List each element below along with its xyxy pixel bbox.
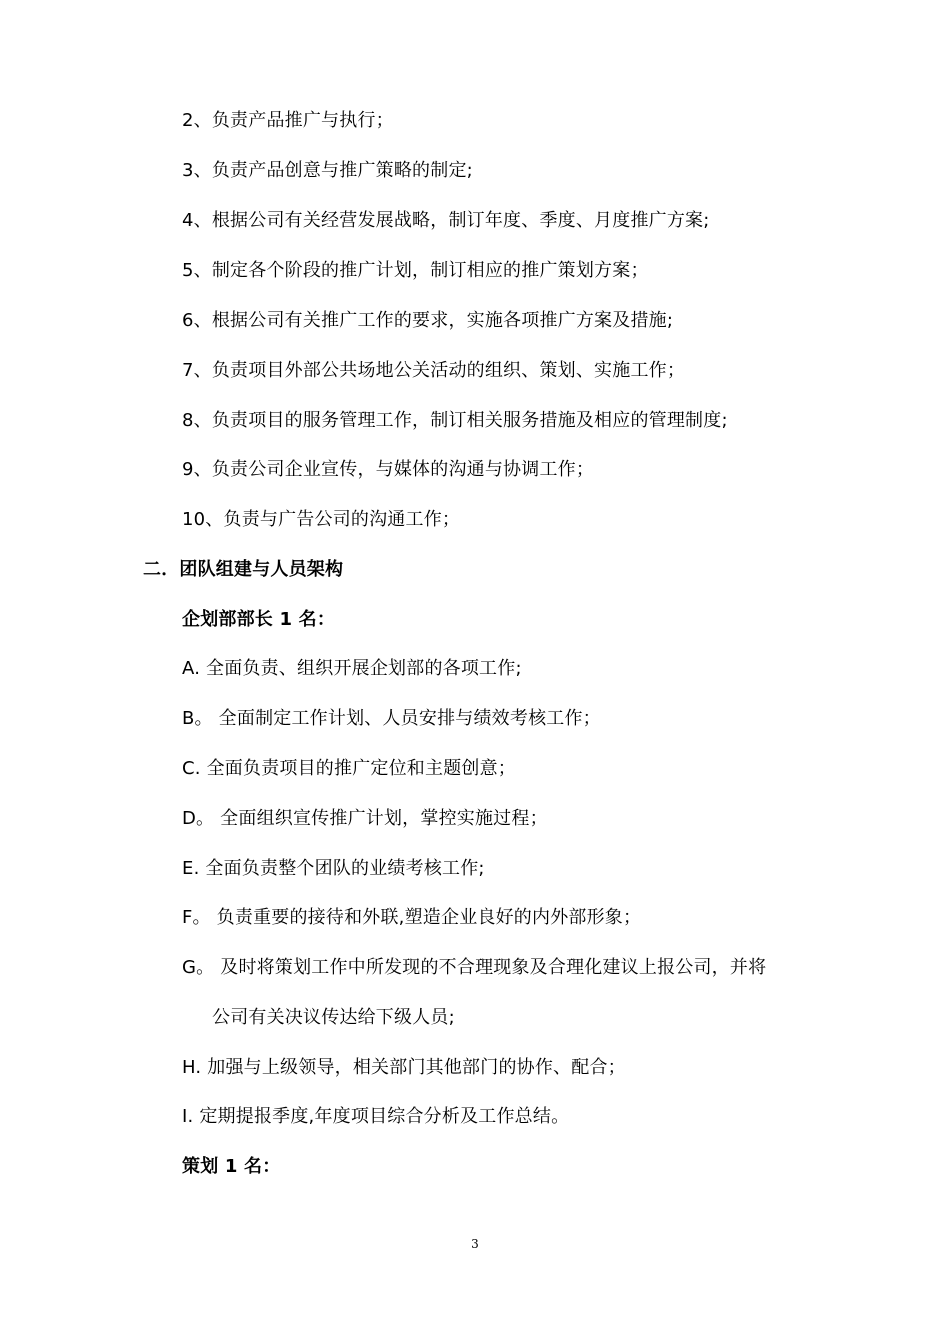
duty-item: G。 及时将策划工作中所发现的不合理现象及合理化建议上报公司，并将 — [182, 957, 767, 978]
role-title-planner: 策划 1 名： — [182, 1156, 281, 1177]
duty-item: C. 全面负责项目的推广定位和主题创意； — [182, 758, 517, 779]
list-item: 2、负责产品推广与执行； — [182, 110, 394, 131]
role-title-director: 企划部部长 1 名： — [182, 609, 336, 630]
list-item: 7、负责项目外部公共场地公关活动的组织、策划、实施工作； — [182, 360, 686, 381]
list-item: 6、根据公司有关推广工作的要求，实施各项推广方案及措施; — [182, 310, 674, 331]
duty-item: I. 定期提报季度,年度项目综合分析及工作总结。 — [182, 1106, 570, 1127]
duty-item: D。 全面组织宣传推广计划，掌控实施过程； — [182, 808, 548, 829]
list-item: 8、负责项目的服务管理工作，制订相关服务措施及相应的管理制度; — [182, 410, 728, 431]
list-item: 9、负责公司企业宣传，与媒体的沟通与协调工作； — [182, 459, 595, 480]
page-number: 3 — [471, 1237, 479, 1251]
section-heading: 二．团队组建与人员架构 — [143, 559, 344, 580]
list-item: 5、制定各个阶段的推广计划，制订相应的推广策划方案； — [182, 260, 649, 281]
duty-item: F。 负责重要的接待和外联,塑造企业良好的内外部形象； — [182, 907, 642, 928]
list-item: 4、根据公司有关经营发展战略，制订年度、季度、月度推广方案; — [182, 210, 710, 231]
duty-item: H. 加强与上级领导，相关部门其他部门的协作、配合； — [182, 1057, 626, 1078]
list-item: 10、负责与广告公司的沟通工作； — [182, 509, 461, 530]
duty-item: B。 全面制定工作计划、人员安排与绩效考核工作； — [182, 708, 601, 729]
duty-item: E. 全面负责整个团队的业绩考核工作; — [182, 858, 485, 879]
duty-item: A. 全面负责、组织开展企划部的各项工作; — [182, 658, 522, 679]
list-item: 3、负责产品创意与推广策略的制定; — [182, 160, 473, 181]
duty-item-continuation: 公司有关决议传达给下级人员; — [212, 1007, 455, 1028]
